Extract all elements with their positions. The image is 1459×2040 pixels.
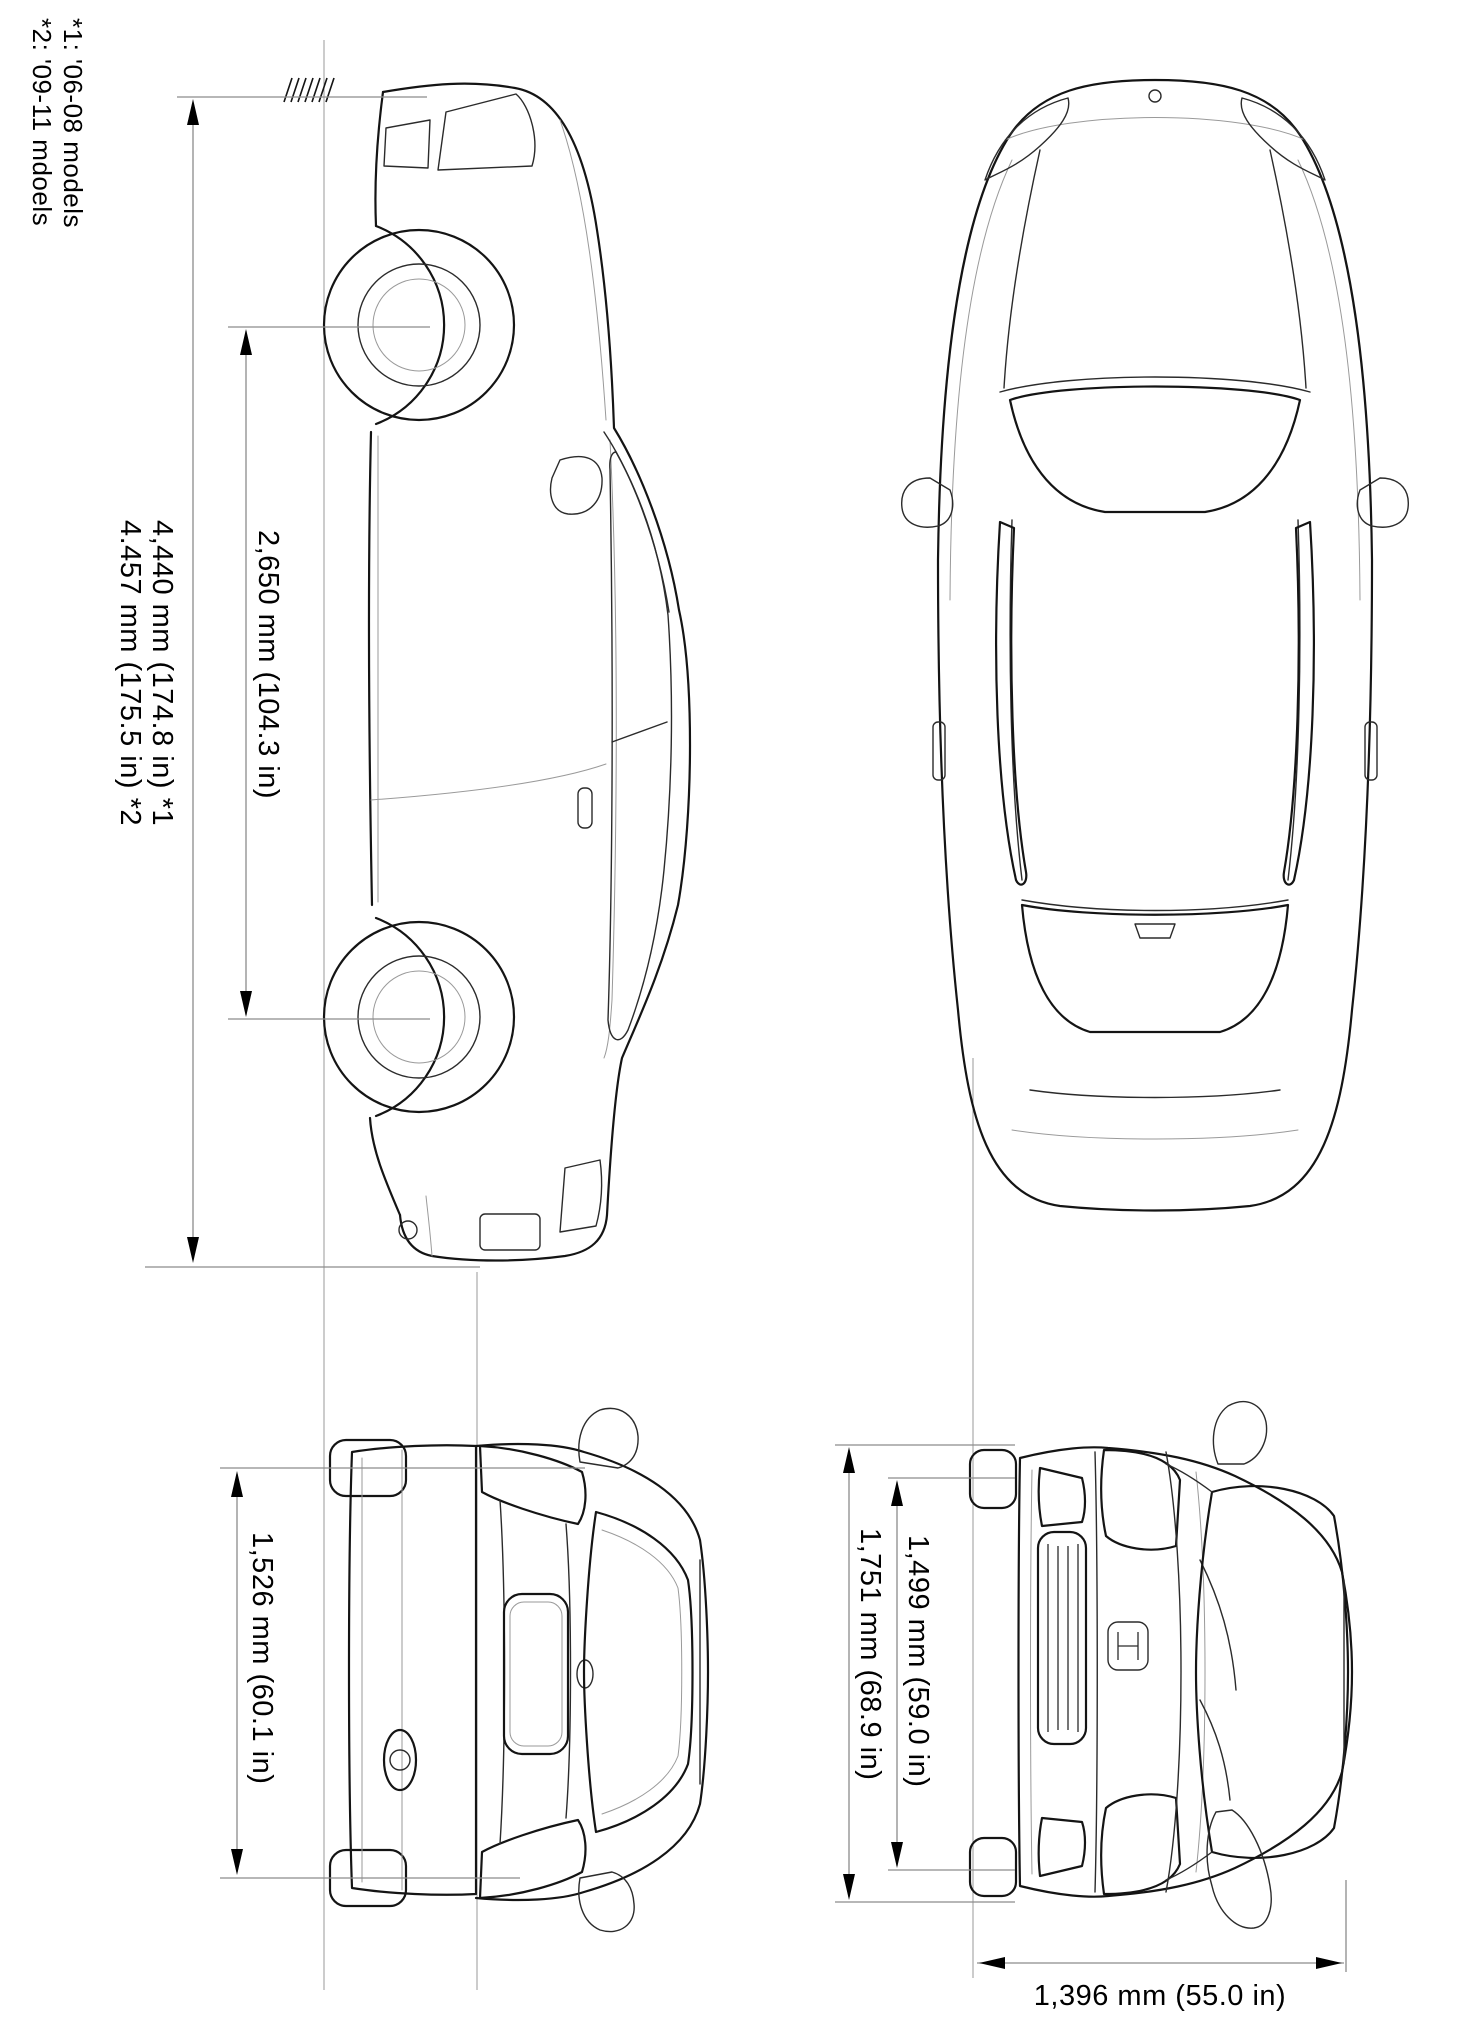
rear-window-glass (584, 1512, 693, 1832)
hood-emblem (1149, 90, 1161, 102)
front-view-drawing (970, 1402, 1352, 1929)
hatch-marks (284, 78, 334, 102)
rear-body-outline (476, 1444, 708, 1900)
exhaust (384, 1730, 416, 1790)
headlight-left (985, 98, 1069, 180)
window-divider (612, 722, 667, 742)
roof-rear-edge (1022, 900, 1288, 911)
tail-light-top (480, 1446, 585, 1524)
hood-crease-right (1270, 150, 1306, 388)
side-body-outline (383, 84, 690, 1261)
rear-view-drawing (330, 1408, 708, 1931)
lower-grille (1038, 1532, 1086, 1744)
mirror-right (1357, 478, 1408, 527)
license-recess (504, 1594, 568, 1754)
side-mirror (551, 457, 602, 515)
rear-wheel (324, 922, 514, 1112)
front-mirror-bottom (1207, 1810, 1271, 1928)
rear-width-label: 1,526 mm (60.1 in) (246, 1532, 278, 1785)
front-wheel-arch (376, 226, 444, 424)
overall-width-label: 1,751 mm (68.9 in) (854, 1528, 886, 1781)
dim-overall-height (977, 1880, 1346, 1972)
front-wheel (324, 230, 514, 420)
front-tire-top (970, 1450, 1016, 1508)
brake-light (1135, 924, 1175, 938)
top-view-drawing (902, 80, 1409, 1211)
overall-length-line-2: 4.457 mm (175.5 in) *2 (114, 520, 146, 826)
front-mirror-top (1213, 1402, 1266, 1464)
front-intake (384, 120, 430, 168)
side-glass-left (996, 522, 1026, 885)
front-track-label: 1,499 mm (59.0 in) (902, 1535, 934, 1788)
rear-bumper (349, 1445, 476, 1895)
door-handle (578, 788, 592, 828)
windshield (1010, 387, 1300, 513)
rear-wheel-arch (376, 918, 444, 1116)
tail-light-bottom (480, 1820, 585, 1898)
side-view-drawing (284, 78, 690, 1261)
door-handle-left (933, 722, 945, 780)
grille-slats (1048, 1544, 1078, 1732)
front-tire-bottom (970, 1838, 1016, 1896)
cowl-line (1000, 377, 1310, 392)
top-body-outline (938, 80, 1372, 1211)
side-glass-right (1284, 522, 1314, 885)
model-notes (26, 18, 88, 228)
fog-lamp-top (1039, 1468, 1085, 1526)
headlight (438, 94, 535, 170)
fog-lamp-bottom (1039, 1818, 1085, 1876)
overall-height-label: 1,396 mm (55.0 in) (1033, 1980, 1287, 2012)
door-handle-right (1365, 722, 1377, 780)
headlight-right (1241, 98, 1325, 180)
door-cut (371, 764, 606, 800)
overall-length-line-1: 4,440 mm (174.8 in) *1 (146, 520, 178, 826)
note-line-1: *1: '06-08 models (58, 18, 88, 229)
tail-light (560, 1160, 602, 1232)
overall-length-label (114, 520, 178, 826)
exhaust-tip (399, 1221, 417, 1239)
emblem-h (1118, 1632, 1138, 1660)
rear-plate (480, 1214, 540, 1250)
rear-mirror-bottom (579, 1872, 634, 1932)
note-line-2: *2: '09-11 mdoels (27, 18, 57, 227)
wheelbase-label: 2,650 mm (104.3 in) (252, 530, 284, 800)
hood-crease-left (1004, 150, 1040, 388)
trunk-cut (1030, 1090, 1280, 1098)
mirror-left (902, 478, 953, 527)
